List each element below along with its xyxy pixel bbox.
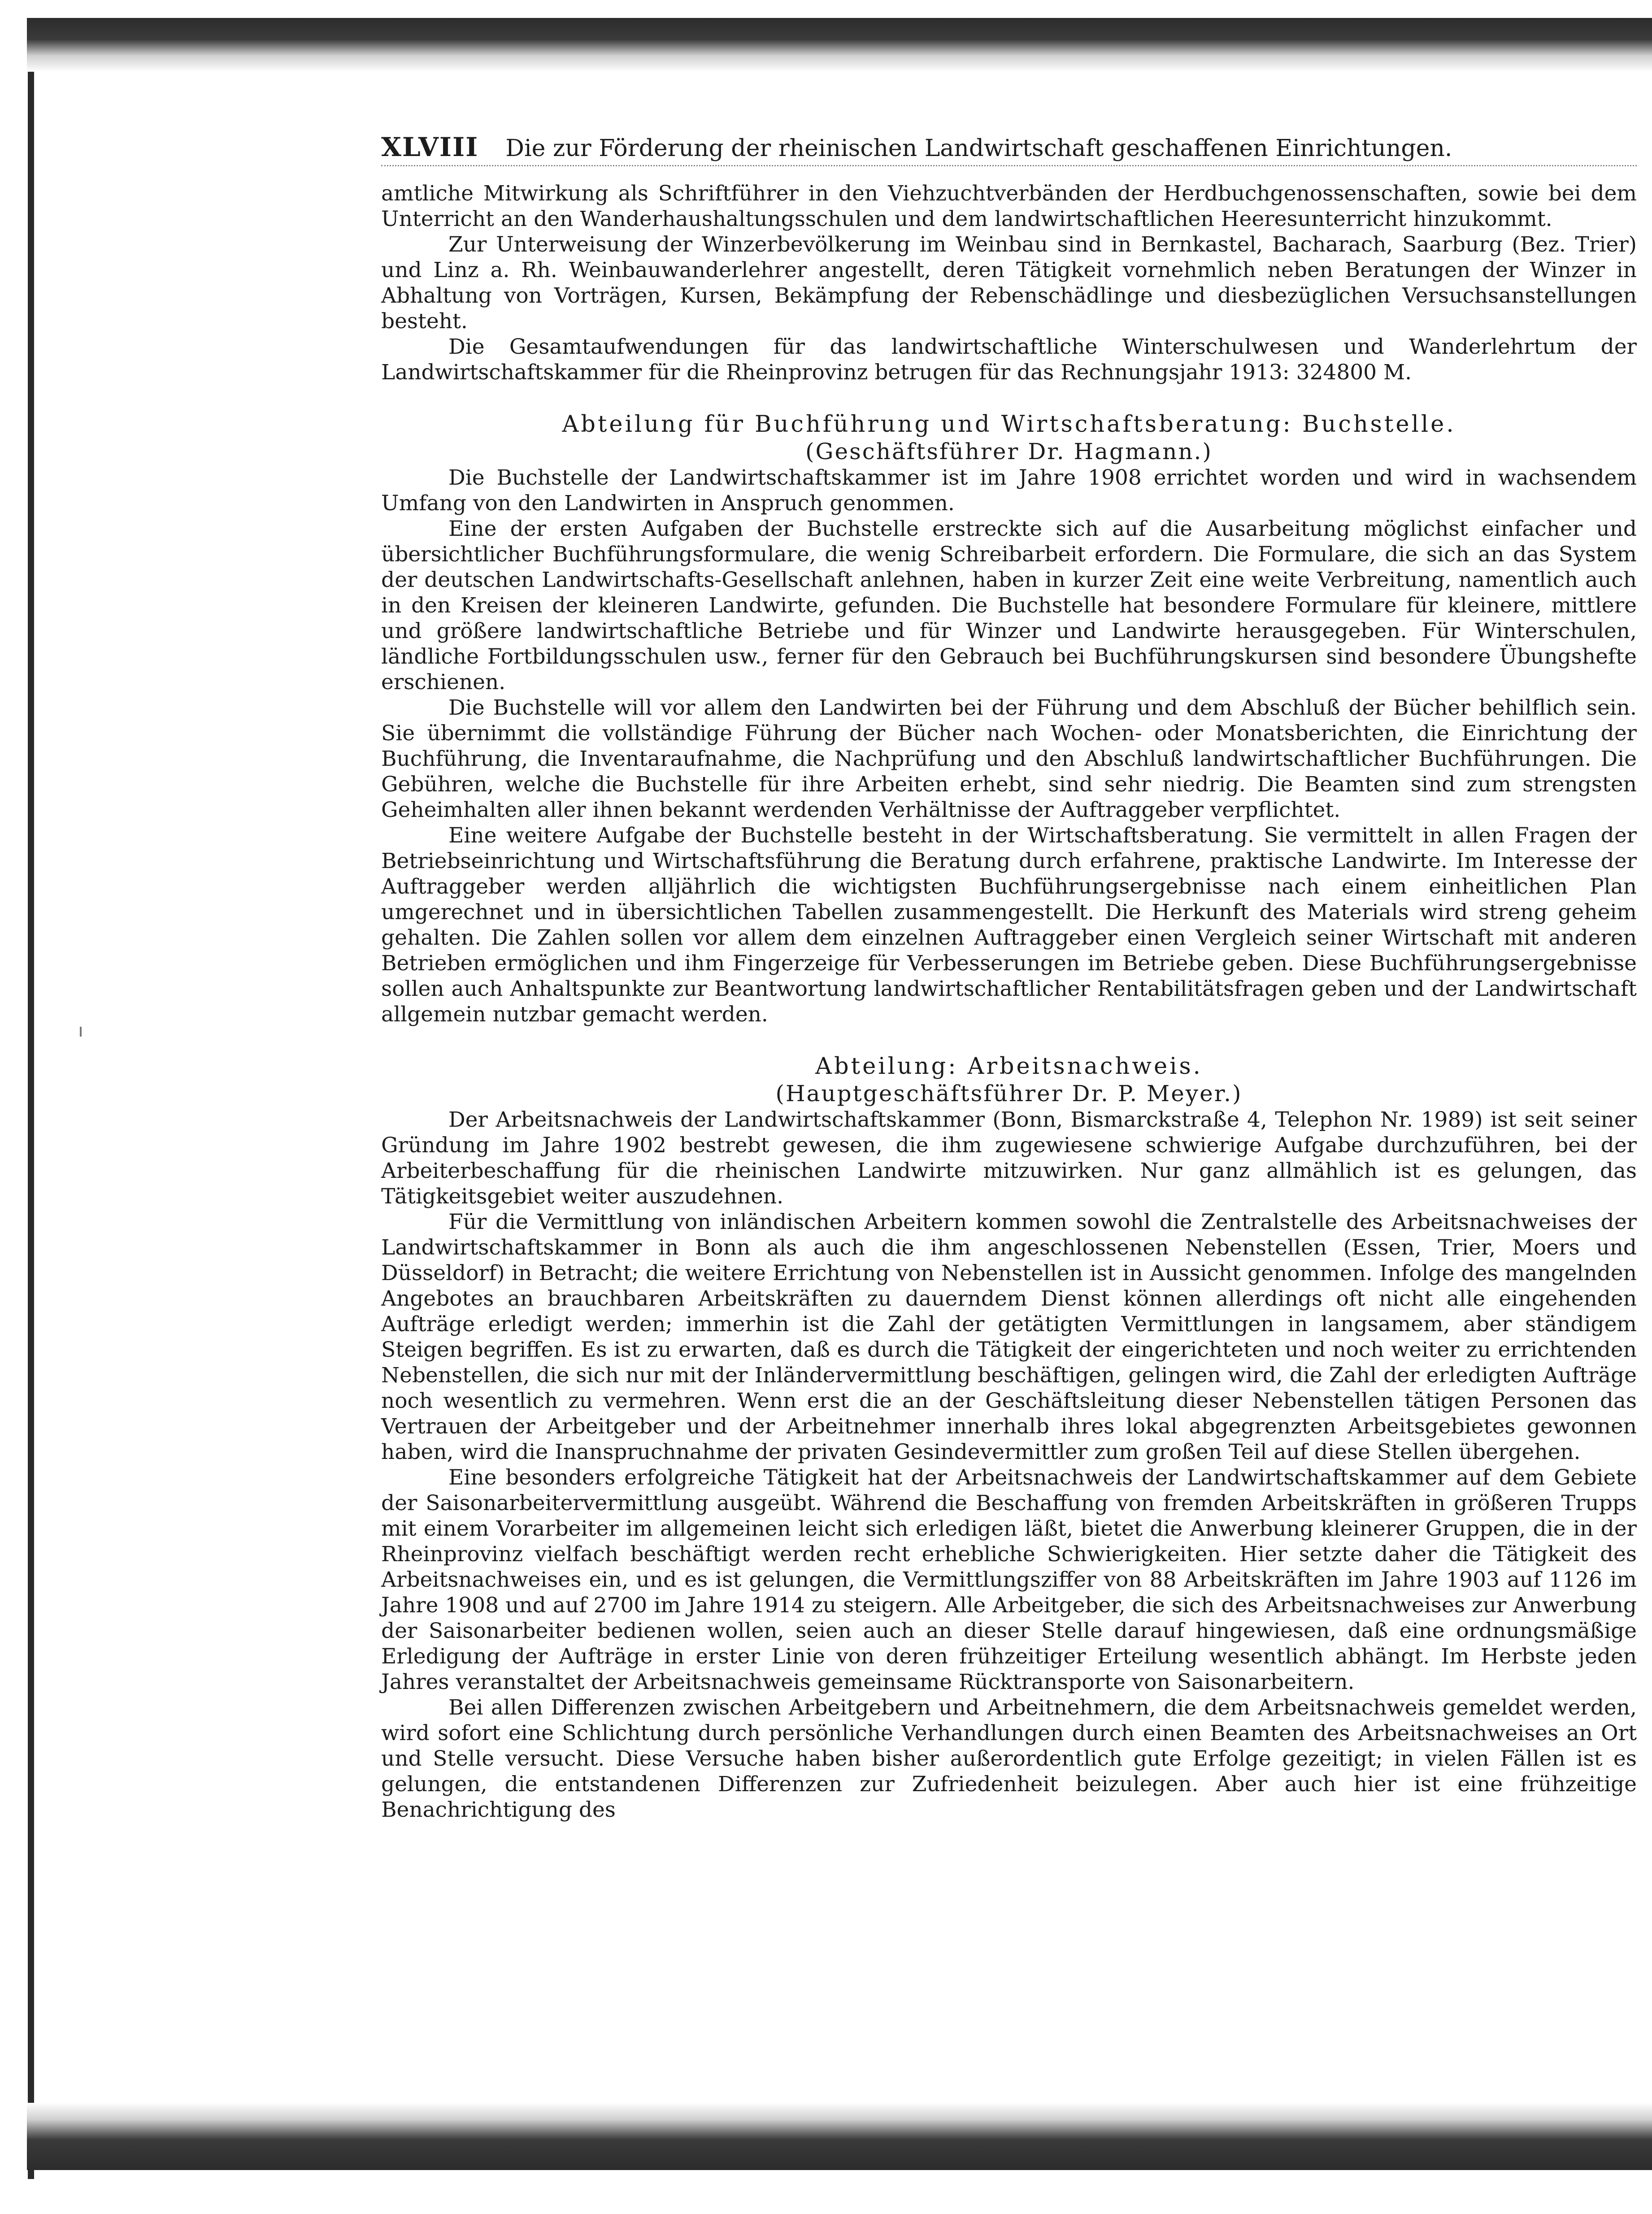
scan-bottom-edge	[27, 2103, 1652, 2170]
paragraph: Der Arbeitsnachweis der Landwirtschaftskammer (Bonn, Bismarckstraße 4, Telephon Nr. 1989) ist seit seiner Gründung im Jahre 1902 bestrebt gewesen, die ihm zugewiesene schwierige Aufgabe durchzuführen, bei der Arbeiterbeschaffung für die rheinischen Landwirte mitzuwirken. Nur ganz allmählich ist es gelungen, das Tätigkeitsgebiet weiter auszudehnen.	[381, 1107, 1637, 1209]
section-heading	[381, 411, 1637, 465]
section-subtitle: (Geschäftsführer Dr. Hagmann.)	[805, 438, 1213, 465]
document-page	[381, 132, 1637, 2062]
section-title: Abteilung für Buchführung und Wirtschaftsberatung: Buchstelle.	[562, 411, 1456, 438]
scan-left-margin	[0, 0, 35, 2214]
paragraph: Eine weitere Aufgabe der Buchstelle besteht in der Wirtschaftsberatung. Sie vermittelt in allen Fragen der Betriebseinrichtung und Wirtschaftsführung die Beratung durch erfahrene, praktische Landwirte. Im Interesse der Auftraggeber werden alljährlich die wichtigsten Buchführungsergebnisse nach einem einheitlichen Plan umgerechnet und in übersichtlichen Tabellen zusammengestellt. Die Herkunft des Materials wird streng geheim gehalten. Die Zahlen sollen vor allem dem einzelnen Auftraggeber einen Vergleich seiner Wirtschaft mit anderen Betrieben ermöglichen und ihm Fingerzeige für Verbesserungen im Betriebe geben. Diese Buchführungsergebnisse sollen auch Anhaltspunkte zur Beantwortung landwirtschaftlicher Rentabilitätsfragen geben und der Landwirtschaft allgemein nutzbar gemacht werden.	[381, 823, 1637, 1027]
paragraph: Die Buchstelle der Landwirtschaftskammer ist im Jahre 1908 errichtet worden und wird in wachsendem Umfang von den Landwirten in Anspruch genommen.	[381, 465, 1637, 516]
paragraph: Die Buchstelle will vor allem den Landwirten bei der Führung und dem Abschluß der Bücher behilflich sein. Sie übernimmt die vollständige Führung der Bücher nach Wochen- oder Monatsberichten, die Einrichtung der Buchführung, die Inventaraufnahme, die Nachprüfung und den Abschluß landwirtschaftlicher Buchführungen. Die Gebühren, welche die Buchstelle für ihre Arbeiten erhebt, sind sehr niedrig. Die Beamten sind zum strengsten Geheimhalten aller ihnen bekannt werdenden Verhältnisse der Auftraggeber verpflichtet.	[381, 695, 1637, 822]
page-number: XLVIII	[381, 132, 479, 162]
scan-top-edge	[27, 18, 1652, 72]
section-heading	[381, 1053, 1637, 1107]
section-subtitle: (Hauptgeschäftsführer Dr. P. Meyer.)	[775, 1081, 1243, 1107]
paragraph: Eine besonders erfolgreiche Tätigkeit hat der Arbeitsnachweis der Landwirtschaftskammer auf dem Gebiete der Saisonarbeitervermittlung ausgeübt. Während die Beschaffung von fremden Arbeitskräften in größeren Trupps mit einem Vorarbeiter im allgemeinen leicht sich erledigen läßt, bietet die Anwerbung kleinerer Gruppen, die in der Rheinprovinz vielfach beschäftigt werden recht erhebliche Schwierigkeiten. Hier setzte daher die Tätigkeit des Arbeitsnachweises ein, und es ist gelungen, die Vermittlungsziffer von 88 Arbeitskräften im Jahre 1903 auf 1126 im Jahre 1908 und auf 2700 im Jahre 1914 zu steigern. Alle Arbeitgeber, die sich des Arbeitsnachweises zur Anwerbung der Saisonarbeiter bedienen wollen, seien auch an dieser Stelle darauf hingewiesen, daß eine ordnungsmäßige Erledigung der Aufträge in erster Linie von deren frühzeitiger Erteilung wesentlich abhängt. Im Herbste jeden Jahres veranstaltet der Arbeitsnachweis gemeinsame Rücktransporte von Saisonarbeitern.	[381, 1465, 1637, 1694]
paragraph: Die Gesamtaufwendungen für das landwirtschaftliche Winterschulwesen und Wanderlehrtum der Landwirtschaftskammer für die Rheinprovinz betrugen für das Rechnungsjahr 1913: 324800 M.	[381, 334, 1637, 385]
body-text	[381, 181, 1637, 1823]
paragraph: Eine der ersten Aufgaben der Buchstelle erstreckte sich auf die Ausarbeitung möglichst einfacher und übersichtlicher Buchführungsformulare, die wenig Schreibarbeit erfordern. Die Formulare, die sich an das System der deutschen Landwirtschafts-Gesellschaft anlehnen, haben in kurzer Zeit eine weite Verbreitung, namentlich auch in den Kreisen der kleineren Landwirte, gefunden. Die Buchstelle hat besondere Formulare für kleinere, mittlere und größere landwirtschaftliche Betriebe und für Winzer und Landwirte herausgegeben. Für Winterschulen, ländliche Fortbildungsschulen usw., ferner für den Gebrauch bei Buchführungskursen sind besondere Übungshefte erschienen.	[381, 517, 1637, 695]
section-title: Abteilung: Arbeitsnachweis.	[815, 1053, 1203, 1080]
margin-mark	[80, 1027, 82, 1037]
paragraph: Für die Vermittlung von inländischen Arbeitern kommen sowohl die Zentralstelle des Arbeitsnachweises der Landwirtschaftskammer in Bonn als auch die ihm angeschlossenen Nebenstellen (Essen, Trier, Moers und Düsseldorf) in Betracht; die weitere Errichtung von Nebenstellen ist in Aussicht genommen. Infolge des mangelnden Angebotes an brauchbaren Arbeitskräften zu dauerndem Dienst können allerdings oft nicht alle eingehenden Aufträge erledigt werden; immerhin ist die Zahl der getätigten Vermittlungen in langsamem, aber ständigem Steigen begriffen. Es ist zu erwarten, daß es durch die Tätigkeit der eingerichteten und noch weiter zu errichtenden Nebenstellen, die sich nur mit der Inländervermittlung beschäftigen, gelingen wird, die Zahl der erledigten Aufträge noch wesentlich zu vermehren. Wenn erst die an der Geschäftsleitung dieser Nebenstellen tätigen Personen das Vertrauen der Arbeitgeber und der Arbeitnehmer innerhalb ihres lokal abgegrenzten Arbeitsgebietes gewonnen haben, wird die Inanspruchnahme der privaten Gesindevermittler zum großen Teil auf diese Stellen übergehen.	[381, 1210, 1637, 1464]
running-title: Die zur Förderung der rheinischen Landwirtschaft geschaffenen Einrichtungen.	[505, 135, 1452, 162]
paragraph: amtliche Mitwirkung als Schriftführer in den Viehzuchtverbänden der Herdbuchgenossenschaften, sowie bei dem Unterricht an den Wanderhaushaltungsschulen und dem landwirtschaftlichen Heeresunterricht hinzukommt.	[381, 181, 1637, 231]
paragraph: Bei allen Differenzen zwischen Arbeitgebern und Arbeitnehmern, die dem Arbeitsnachweis gemeldet werden, wird sofort eine Schlichtung durch persönliche Verhandlungen durch einen Beamten des Arbeitsnachweises an Ort und Stelle versucht. Diese Versuche haben bisher außerordentlich gute Erfolge gezeitigt; in vielen Fällen ist es gelungen, die entstandenen Differenzen zur Zufriedenheit beizulegen. Aber auch hier ist eine frühzeitige Benachrichtigung des	[381, 1695, 1637, 1822]
running-head	[381, 132, 1637, 166]
paragraph: Zur Unterweisung der Winzerbevölkerung im Weinbau sind in Bernkastel, Bacharach, Saarburg (Bez. Trier) und Linz a. Rh. Weinbauwanderlehrer angestellt, deren Tätigkeit vornehmlich neben Beratungen der Winzer in Abhaltung von Vorträgen, Kursen, Bekämpfung der Rebenschädlinge und diesbezüglichen Versuchsanstellungen besteht.	[381, 232, 1637, 334]
